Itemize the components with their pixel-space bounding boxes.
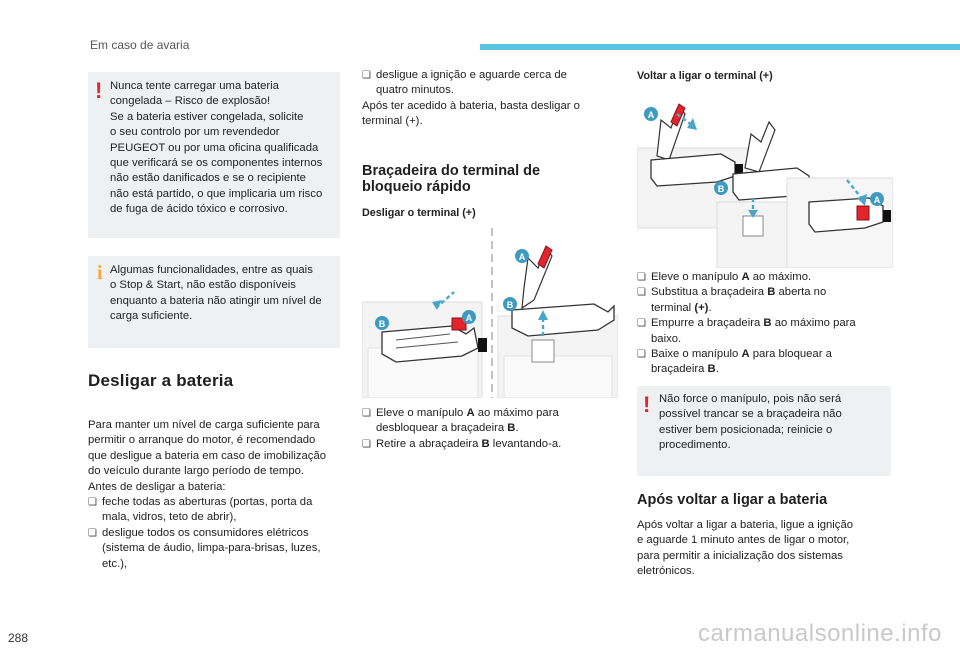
section-heading-disconnect: Desligar a bateria <box>88 371 234 390</box>
list-item: ❏ Retire a abraçadeira B levantando-a. <box>362 437 612 452</box>
figure-label-a: A <box>465 313 473 323</box>
figure-label-a: A <box>873 195 881 205</box>
info-text: Algumas funcionalidades, entre as quais o Stop & Start, não estão disponíveis enquanto a bateria não atingir um nível de carga suficiente. <box>110 264 322 323</box>
figure-label-a: A <box>518 252 526 262</box>
info-icon: i <box>97 262 103 284</box>
disconnect-steps <box>362 406 612 452</box>
exclamation-icon: ! <box>95 78 103 103</box>
warning-callout <box>88 72 340 238</box>
checkbox-icon: ❏ <box>637 287 646 299</box>
figure-label-b: B <box>717 184 725 194</box>
list-item: ❏ Eleve o manípulo A ao máximo para desbloquear a braçadeira B. <box>362 407 559 435</box>
reconnect-illustration <box>637 98 893 268</box>
checkbox-icon: ❏ <box>362 438 371 450</box>
list-item: ❏ Baixe o manípulo A para bloquear a braçadeira B. <box>637 348 832 376</box>
disconnect-body: Para manter um nível de carga suficiente para permitir o arranque do motor, é recomendado que desligue a bateria em caso de imobilização do veículo durante largo período de tempo. Antes de desligar a bateria: ❏ feche todas as aberturas (portas, porta da mala, vidros, teto de abrir), ❏ desligue todos os consumidores elétricos (sistema de áudio, limpa-para-brisas, luzes, etc.), <box>88 418 350 572</box>
figure-label-b: B <box>378 319 386 329</box>
checkbox-icon: ❏ <box>88 527 97 539</box>
checkbox-icon: ❏ <box>88 497 97 509</box>
watermark: carmanualsonline.info <box>698 620 942 647</box>
list-item: ❏ Eleve o manípulo A ao máximo. <box>637 270 893 285</box>
checkbox-icon: ❏ <box>637 349 646 361</box>
exclamation-icon: ! <box>643 392 651 417</box>
figure-label-a: A <box>647 110 655 120</box>
col2-intro: ❏ desligue a ignição e aguarde cerca de quatro minutos. Após ter acedido à bateria, basta desligar o terminal (+). <box>362 68 612 130</box>
info-callout <box>88 256 340 348</box>
subheading-disconnect-terminal: Desligar o terminal (+) <box>362 207 476 219</box>
list-item: ❏ Substitua a braçadeira B aberta no terminal (+). <box>637 286 827 314</box>
list-item: ❏ desligue a ignição e aguarde cerca de quatro minutos. <box>362 69 567 97</box>
checkbox-icon: ❏ <box>637 272 646 283</box>
reconnect-steps <box>637 270 893 378</box>
page-number: 288 <box>8 631 29 645</box>
section-label: Em caso de avaria <box>90 38 190 52</box>
checkbox-icon: ❏ <box>637 318 646 330</box>
disconnect-illustration <box>362 228 618 398</box>
checkbox-icon: ❏ <box>362 70 371 81</box>
figure-label-b: B <box>506 300 514 310</box>
warning-callout <box>637 386 891 476</box>
after-reconnect-body: Após voltar a ligar a bateria, ligue a ignição e aguarde 1 minuto antes de ligar o motor, para permitir a inicialização dos sistemas eletrónicos. <box>637 519 854 578</box>
header-accent-bar <box>480 44 960 50</box>
warning-text: Não force o manípulo, pois não será possível trancar se a braçadeira não estiver bem posicionada; reinicie o procedimento. <box>659 393 842 452</box>
list-item: ❏ desligue todos os consumidores elétricos (sistema de áudio, limpa-para-brisas, luzes, etc.), <box>88 526 321 570</box>
section-heading-after-reconnect: Após voltar a ligar a bateria <box>637 492 828 508</box>
list-item: ❏ Empurre a braçadeira B ao máximo para baixo. <box>637 317 856 345</box>
checkbox-icon: ❏ <box>362 408 371 419</box>
warning-text: Nunca tente carregar uma bateria congelada – Risco de explosão! Se a bateria estiver congelada, solicite o seu controlo por um revendedor PEUGEOT ou por uma oficina qualificada que verificará se os componentes internos não estão danificados e se o recipiente não está partido, o que implicaria um risco de fuga de ácido tóxico e corrosivo. <box>110 80 323 216</box>
list-item: ❏ feche todas as aberturas (portas, porta da mala, vidros, teto de abrir), <box>88 496 313 524</box>
subheading-reconnect-terminal: Voltar a ligar o terminal (+) <box>637 70 773 82</box>
section-heading-quick-release: Braçadeira do terminal de bloqueio rápido <box>362 163 541 195</box>
